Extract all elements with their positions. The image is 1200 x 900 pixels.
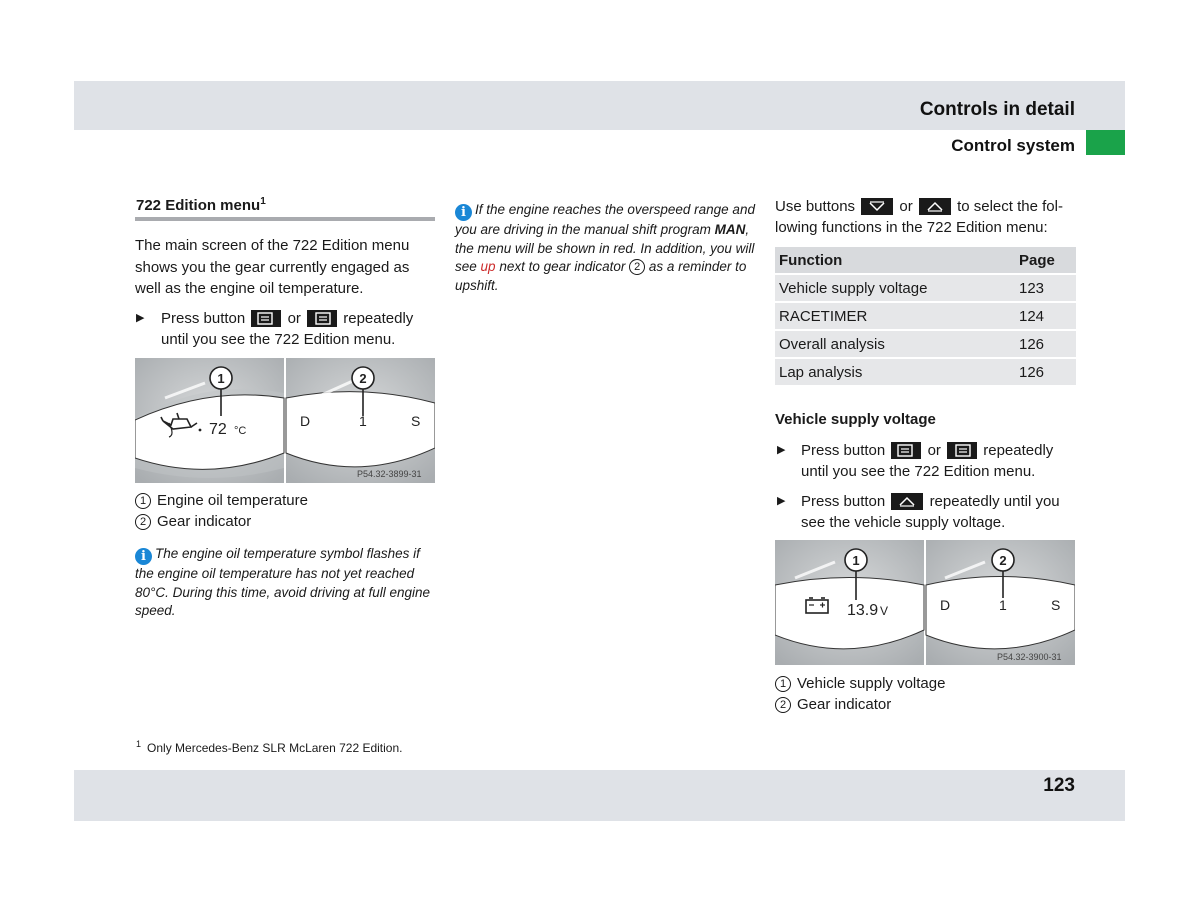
info-note-oil <box>135 545 437 621</box>
page-number: 123 <box>1043 775 1075 796</box>
function-cell: RACETIMER <box>775 303 1015 329</box>
bullet-text: Press button <box>801 493 886 510</box>
bullet-marker: ▶ <box>136 312 145 324</box>
figure-code: P54.32-3900-31 <box>997 652 1062 662</box>
intro-paragraph: The main screen of the 722 Edition menu shows you the gear currently engaged as well as the engine oil temperature. <box>135 237 410 297</box>
bullet-text: repeatedly <box>343 310 414 327</box>
arrow-down-button-icon <box>861 198 893 215</box>
arrow-up-button-icon <box>891 493 923 510</box>
info-icon: i <box>135 548 152 565</box>
table-row <box>775 359 1076 385</box>
legend-item <box>135 490 308 511</box>
table-row <box>775 303 1076 329</box>
footnote-text: Only Mercedes-Benz SLR McLaren 722 Edition. <box>147 741 403 755</box>
legend-item <box>135 511 308 532</box>
bullet-instruction <box>777 491 1087 535</box>
page-cell: 126 <box>1015 359 1076 385</box>
column-header-page: Page <box>1015 247 1076 273</box>
info-text: The engine oil temperature symbol flashes if the engine oil temperature has not yet reached 80°C. During this time, avoid driving at full engine speed. <box>135 546 431 618</box>
bullet-text: repeatedly until you <box>929 493 1060 510</box>
table-row <box>775 331 1076 357</box>
legend-number: 2 <box>775 697 791 713</box>
table-row <box>775 275 1076 301</box>
intro-text: Use buttons <box>775 198 856 215</box>
info-text: , the menu will be shown in red. In addition, you will see <box>455 222 755 274</box>
legend-item <box>775 694 945 715</box>
page-cell: 123 <box>1015 275 1076 301</box>
oil-temp-gear-display <box>135 358 435 483</box>
page-subsection-title: Control system <box>951 136 1075 155</box>
gear-left-label: D <box>300 413 311 429</box>
display-button-b-icon <box>947 442 977 459</box>
arrow-up-button-icon <box>919 198 951 215</box>
legend-number: 1 <box>135 493 151 509</box>
info-text: as a reminder to upshift. <box>455 259 747 293</box>
callout-2: 2 <box>999 553 1007 568</box>
figure-legend <box>775 673 945 715</box>
gear-right-label: S <box>1051 597 1061 613</box>
legend-number: 2 <box>629 259 645 275</box>
program-name: MAN <box>714 222 746 237</box>
bullet-text: until you see the 722 Edition menu. <box>161 331 396 348</box>
intro-text: to select the fol- <box>957 198 1063 215</box>
gear-value: 1 <box>359 413 367 429</box>
footnote-mark: 1 <box>136 739 142 749</box>
gear-right-label: S <box>411 413 421 429</box>
legend-text: Gear indicator <box>157 513 252 530</box>
info-text: next to gear indicator <box>495 259 630 274</box>
footer-band <box>74 770 1125 821</box>
column-header-function: Function <box>775 247 1015 273</box>
figure-code: P54.32-3899-31 <box>357 469 422 479</box>
select-functions-intro <box>775 196 1085 240</box>
subheading-vehicle-supply-voltage: Vehicle supply voltage <box>775 411 936 428</box>
legend-text: Vehicle supply voltage <box>797 675 946 692</box>
footnote <box>136 739 402 755</box>
function-cell: Lap analysis <box>775 359 1015 385</box>
display-button-b-icon <box>307 310 337 327</box>
legend-text: Gear indicator <box>797 696 892 713</box>
info-text: If the engine reaches the overspeed range and you are driving in the manual shift program <box>455 202 755 237</box>
section-heading-722-menu <box>136 196 266 214</box>
functions-table <box>775 245 1076 387</box>
bullet-text: until you see the 722 Edition menu. <box>801 463 1036 480</box>
page-cell: 124 <box>1015 303 1076 329</box>
figure-legend <box>135 490 308 532</box>
bullet-text: or <box>927 442 941 459</box>
gear-left-label: D <box>940 597 951 613</box>
heading-rule <box>135 217 435 221</box>
voltage-unit: V <box>880 604 889 618</box>
voltage-gear-display <box>775 540 1075 665</box>
upshift-indicator-text: up <box>480 259 496 274</box>
bullet-text: Press button <box>801 442 886 459</box>
info-note-overspeed <box>455 201 757 295</box>
heading-text: 722 Edition menu <box>136 197 261 214</box>
bullet-marker: ▶ <box>777 495 786 507</box>
display-button-a-icon <box>251 310 281 327</box>
legend-item <box>775 673 945 694</box>
display-button-a-icon <box>891 442 921 459</box>
gear-value: 1 <box>999 597 1007 613</box>
info-icon: i <box>455 204 472 221</box>
callout-1: 1 <box>217 371 225 386</box>
legend-number: 1 <box>775 676 791 692</box>
bullet-text: Press button <box>161 310 246 327</box>
oil-temp-unit: °C <box>234 425 247 437</box>
bullet-text: repeatedly <box>983 442 1054 459</box>
function-cell: Overall analysis <box>775 331 1015 357</box>
footnote-ref: 1 <box>260 196 266 207</box>
instrument-display-figure <box>135 358 435 483</box>
instrument-display-figure <box>775 540 1075 665</box>
bullet-text: see the vehicle supply voltage. <box>801 514 1006 531</box>
intro-text: lowing functions in the 722 Edition menu: <box>775 219 1048 236</box>
oil-temp-value: 72 <box>209 421 227 438</box>
voltage-value: 13.9 <box>847 602 879 619</box>
legend-text: Engine oil temperature <box>157 492 308 509</box>
bullet-instruction <box>136 308 436 352</box>
bullet-instruction <box>777 440 1087 484</box>
page-cell: 126 <box>1015 331 1076 357</box>
table-header-row <box>775 247 1076 273</box>
callout-2: 2 <box>359 371 367 386</box>
function-cell: Vehicle supply voltage <box>775 275 1015 301</box>
intro-text: or <box>899 198 913 215</box>
bullet-text: or <box>287 310 301 327</box>
callout-1: 1 <box>852 553 860 568</box>
section-color-tab <box>1086 130 1125 155</box>
bullet-marker: ▶ <box>777 444 786 456</box>
page-section-title: Controls in detail <box>919 99 1075 120</box>
legend-number: 2 <box>135 514 151 530</box>
